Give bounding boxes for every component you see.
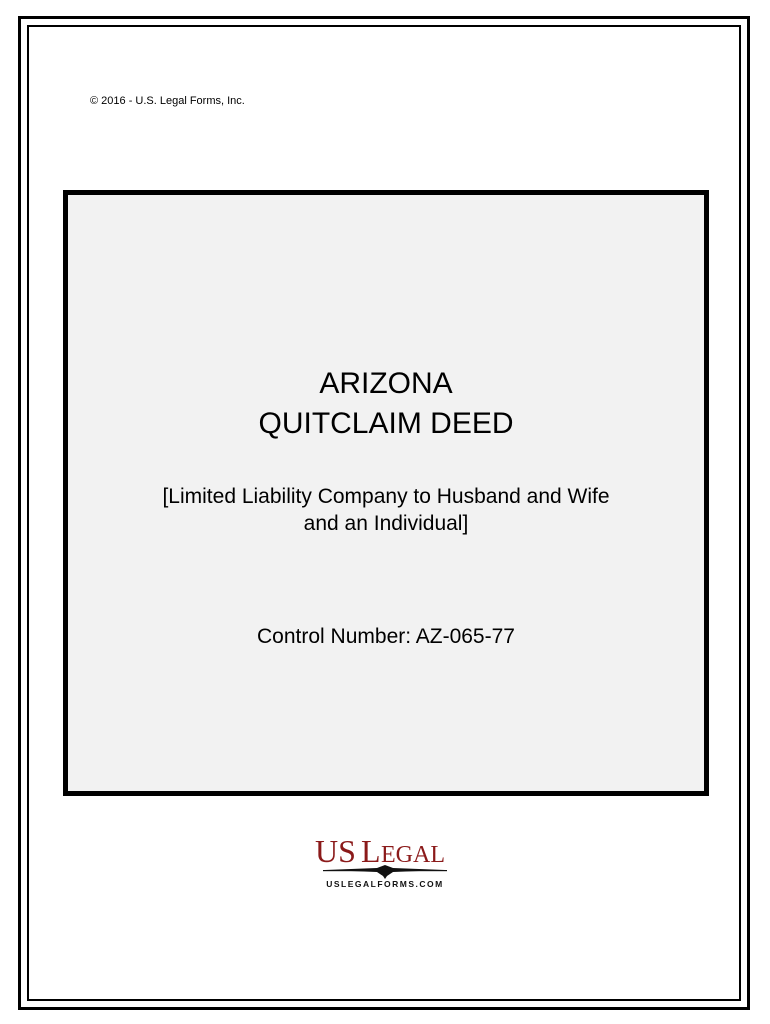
state-title: ARIZONA — [319, 367, 453, 400]
logo-l-text: L — [361, 833, 381, 869]
logo-egal-text: EGAL — [381, 842, 445, 868]
subtitle-line-1: [Limited Liability Company to Husband and Wife — [162, 485, 610, 508]
subtitle-line-2: and an Individual] — [303, 512, 469, 535]
control-number: Control Number: AZ-065-77 — [257, 625, 515, 648]
uslegal-logo — [305, 832, 465, 892]
logo-us-text: US — [315, 833, 356, 869]
logo-website-text: USLEGALFORMS.COM — [326, 879, 444, 889]
uslegal-logo-graphic — [305, 832, 465, 892]
copyright-notice: © 2016 - U.S. Legal Forms, Inc. — [90, 95, 245, 107]
cover-box — [63, 190, 709, 796]
document-title: QUITCLAIM DEED — [258, 407, 514, 440]
document-subtitle — [88, 483, 684, 537]
